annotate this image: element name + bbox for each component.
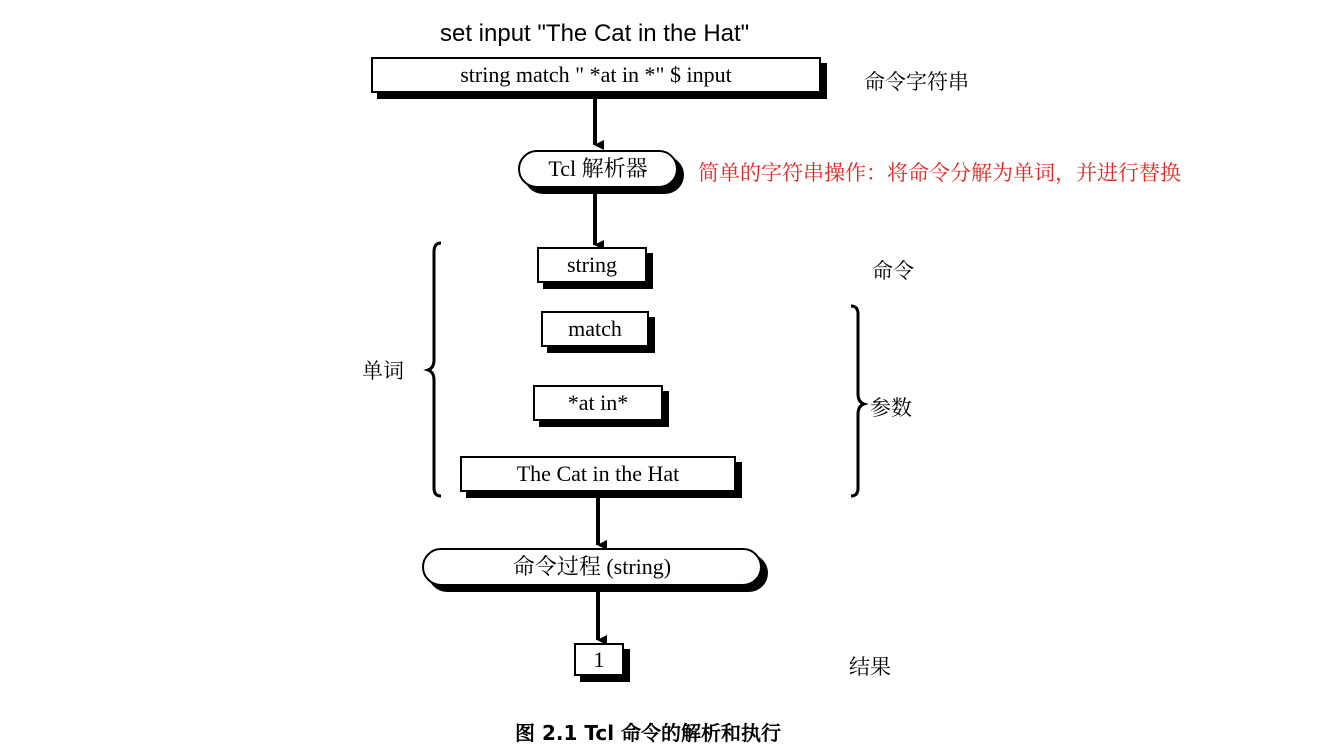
parser-note: 简单的字符串操作：将命令分解为单词，并进行替换: [698, 161, 1181, 185]
words-brace: [428, 243, 441, 496]
command-string-label: 命令字符串: [864, 70, 969, 94]
command-string-box: [371, 57, 821, 93]
word-box-string: [537, 247, 647, 283]
parser-text: Tcl 解析器: [548, 156, 648, 181]
top-command-text: set input "The Cat in the Hat": [440, 20, 750, 47]
figure-caption: 图 2.1 Tcl 命令的解析和执行: [515, 721, 782, 745]
procedure-box: [422, 548, 762, 586]
procedure-text: 命令过程 (string): [512, 554, 672, 579]
word-text-input: The Cat in the Hat: [516, 461, 680, 486]
command-string-text: string match " *at in *" $ input: [460, 62, 732, 87]
parser-box: [518, 150, 678, 188]
word-text-pattern: *at in*: [567, 390, 629, 415]
result-label: 结果: [849, 655, 891, 679]
word-text-string: string: [566, 252, 618, 277]
word-box-input: [460, 456, 736, 492]
args-brace: [851, 306, 864, 496]
words-label: 单词: [362, 359, 404, 383]
word-box-match: [541, 311, 649, 347]
result-text: 1: [593, 646, 605, 672]
word-text-match: match: [568, 316, 622, 341]
command-label: 命令: [872, 259, 914, 283]
args-label: 参数: [870, 396, 912, 420]
word-box-pattern: [533, 385, 663, 421]
result-box: [574, 643, 624, 676]
